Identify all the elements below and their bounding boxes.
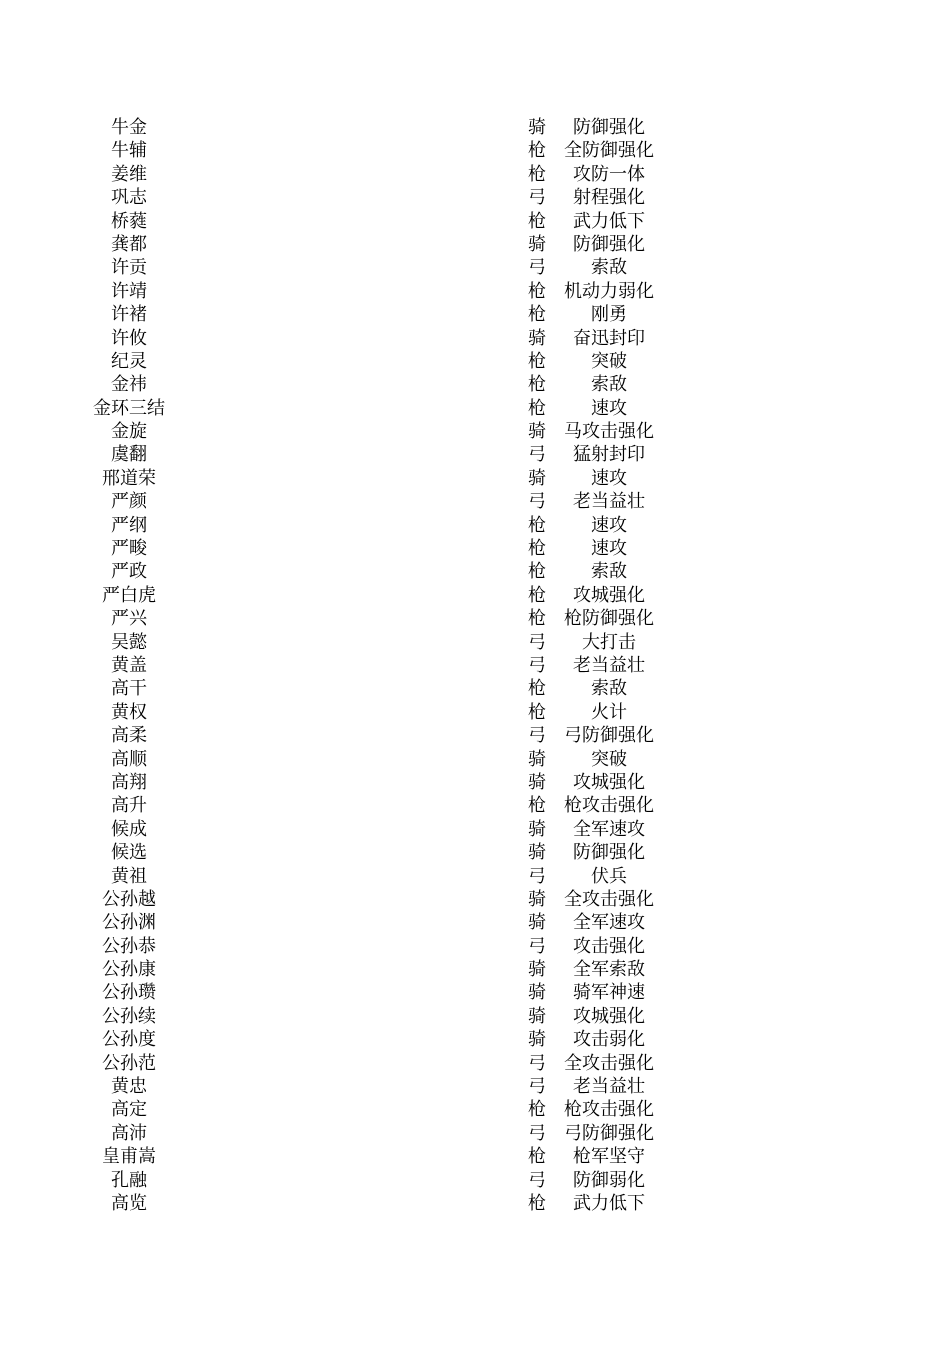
- table-row: [0, 163, 950, 186]
- table-row: [0, 701, 950, 724]
- table-row: [0, 373, 950, 396]
- general-skill-table: [0, 116, 950, 1215]
- table-row: [0, 888, 950, 911]
- unit-type-cell: 骑: [528, 842, 546, 864]
- skill-cell: 攻城强化: [573, 584, 645, 606]
- general-name-cell: 高定: [111, 1099, 147, 1121]
- skill-cell: 全防御强化: [564, 140, 654, 162]
- general-name-cell: 龚都: [111, 233, 147, 255]
- general-name-cell: 巩志: [111, 187, 147, 209]
- table-row: [0, 1075, 950, 1098]
- table-row: [0, 420, 950, 443]
- table-row: [0, 724, 950, 747]
- unit-type-cell: 弓: [528, 1169, 546, 1191]
- general-name-cell: 候选: [111, 842, 147, 864]
- unit-type-cell: 弓: [528, 444, 546, 466]
- general-name-cell: 皇甫嵩: [102, 1146, 156, 1168]
- table-row: [0, 677, 950, 700]
- skill-cell: 射程强化: [573, 187, 645, 209]
- unit-type-cell: 骑: [528, 467, 546, 489]
- unit-type-cell: 枪: [528, 584, 546, 606]
- general-name-cell: 公孙越: [102, 888, 156, 910]
- table-row: [0, 958, 950, 981]
- table-row: [0, 1169, 950, 1192]
- table-row: [0, 771, 950, 794]
- skill-cell: 刚勇: [591, 304, 627, 326]
- unit-type-cell: 骑: [528, 771, 546, 793]
- unit-type-cell: 骑: [528, 748, 546, 770]
- unit-type-cell: 枪: [528, 1099, 546, 1121]
- general-name-cell: 严政: [111, 561, 147, 583]
- table-row: [0, 818, 950, 841]
- skill-cell: 突破: [591, 748, 627, 770]
- general-name-cell: 高顺: [111, 748, 147, 770]
- unit-type-cell: 枪: [528, 140, 546, 162]
- table-row: [0, 537, 950, 560]
- skill-cell: 速攻: [591, 467, 627, 489]
- skill-cell: 伏兵: [591, 865, 627, 887]
- table-row: [0, 748, 950, 771]
- skill-cell: 索敌: [591, 374, 627, 396]
- unit-type-cell: 骑: [528, 888, 546, 910]
- unit-type-cell: 骑: [528, 327, 546, 349]
- skill-cell: 突破: [591, 350, 627, 372]
- skill-cell: 攻城强化: [573, 1005, 645, 1027]
- table-row: [0, 490, 950, 513]
- unit-type-cell: 弓: [528, 187, 546, 209]
- general-name-cell: 许褚: [111, 304, 147, 326]
- table-row: [0, 1122, 950, 1145]
- unit-type-cell: 枪: [528, 280, 546, 302]
- unit-type-cell: 骑: [528, 1005, 546, 1027]
- table-row: [0, 794, 950, 817]
- table-row: [0, 911, 950, 934]
- general-name-cell: 候成: [111, 818, 147, 840]
- general-name-cell: 黄盖: [111, 654, 147, 676]
- skill-cell: 老当益壮: [573, 491, 645, 513]
- table-row: [0, 631, 950, 654]
- general-name-cell: 严畯: [111, 538, 147, 560]
- general-name-cell: 公孙恭: [102, 935, 156, 957]
- table-row: [0, 210, 950, 233]
- general-name-cell: 桥蕤: [111, 210, 147, 232]
- general-name-cell: 邢道荣: [102, 467, 156, 489]
- general-name-cell: 牛辅: [111, 140, 147, 162]
- general-name-cell: 金祎: [111, 374, 147, 396]
- unit-type-cell: 弓: [528, 257, 546, 279]
- general-name-cell: 严颜: [111, 491, 147, 513]
- unit-type-cell: 枪: [528, 163, 546, 185]
- unit-type-cell: 枪: [528, 1192, 546, 1214]
- unit-type-cell: 弓: [528, 1076, 546, 1098]
- table-row: [0, 116, 950, 139]
- general-name-cell: 牛金: [111, 117, 147, 138]
- general-name-cell: 公孙度: [102, 1029, 156, 1051]
- skill-cell: 机动力弱化: [564, 280, 654, 302]
- skill-cell: 全军速攻: [573, 818, 645, 840]
- unit-type-cell: 枪: [528, 397, 546, 419]
- general-name-cell: 高览: [111, 1192, 147, 1214]
- table-row: [0, 256, 950, 279]
- table-row: [0, 186, 950, 209]
- table-row: [0, 1052, 950, 1075]
- skill-cell: 速攻: [591, 538, 627, 560]
- general-name-cell: 公孙康: [102, 959, 156, 981]
- unit-type-cell: 枪: [528, 561, 546, 583]
- unit-type-cell: 骑: [528, 818, 546, 840]
- general-name-cell: 高翔: [111, 771, 147, 793]
- table-row: [0, 981, 950, 1004]
- skill-cell: 攻击强化: [573, 935, 645, 957]
- skill-cell: 马攻击强化: [564, 421, 654, 443]
- table-row: [0, 1192, 950, 1215]
- table-row: [0, 560, 950, 583]
- general-name-cell: 虞翻: [111, 444, 147, 466]
- unit-type-cell: 枪: [528, 538, 546, 560]
- table-row: [0, 514, 950, 537]
- table-row: [0, 1145, 950, 1168]
- table-row: [0, 233, 950, 256]
- skill-cell: 速攻: [591, 514, 627, 536]
- table-row: [0, 654, 950, 677]
- skill-cell: 防御强化: [573, 233, 645, 255]
- general-name-cell: 黄祖: [111, 865, 147, 887]
- skill-cell: 攻击弱化: [573, 1029, 645, 1051]
- table-row: [0, 327, 950, 350]
- unit-type-cell: 骑: [528, 1029, 546, 1051]
- general-name-cell: 姜维: [111, 163, 147, 185]
- general-name-cell: 金旋: [111, 421, 147, 443]
- skill-cell: 索敌: [591, 678, 627, 700]
- general-name-cell: 黄忠: [111, 1076, 147, 1098]
- unit-type-cell: 枪: [528, 678, 546, 700]
- general-name-cell: 公孙范: [102, 1052, 156, 1074]
- general-name-cell: 金环三结: [93, 397, 165, 419]
- general-name-cell: 许靖: [111, 280, 147, 302]
- skill-cell: 速攻: [591, 397, 627, 419]
- unit-type-cell: 骑: [528, 117, 546, 138]
- unit-type-cell: 枪: [528, 795, 546, 817]
- unit-type-cell: 骑: [528, 233, 546, 255]
- unit-type-cell: 弓: [528, 865, 546, 887]
- unit-type-cell: 弓: [528, 725, 546, 747]
- skill-cell: 防御强化: [573, 117, 645, 138]
- table-row: [0, 584, 950, 607]
- general-name-cell: 公孙渊: [102, 912, 156, 934]
- general-name-cell: 吴懿: [111, 631, 147, 653]
- skill-cell: 猛射封印: [573, 444, 645, 466]
- general-name-cell: 公孙瓒: [102, 982, 156, 1004]
- skill-cell: 索敌: [591, 257, 627, 279]
- skill-cell: 攻防一体: [573, 163, 645, 185]
- skill-cell: 大打击: [582, 631, 636, 653]
- unit-type-cell: 骑: [528, 421, 546, 443]
- unit-type-cell: 骑: [528, 912, 546, 934]
- table-row: [0, 467, 950, 490]
- unit-type-cell: 枪: [528, 350, 546, 372]
- unit-type-cell: 弓: [528, 1052, 546, 1074]
- skill-cell: 全军速攻: [573, 912, 645, 934]
- table-row: [0, 303, 950, 326]
- unit-type-cell: 弓: [528, 491, 546, 513]
- general-name-cell: 高沛: [111, 1122, 147, 1144]
- skill-cell: 奋迅封印: [573, 327, 645, 349]
- general-name-cell: 纪灵: [111, 350, 147, 372]
- skill-cell: 武力低下: [573, 210, 645, 232]
- unit-type-cell: 枪: [528, 608, 546, 630]
- table-row: [0, 443, 950, 466]
- skill-cell: 枪攻击强化: [564, 795, 654, 817]
- skill-cell: 全攻击强化: [564, 1052, 654, 1074]
- skill-cell: 枪军坚守: [573, 1146, 645, 1168]
- general-name-cell: 许攸: [111, 327, 147, 349]
- general-name-cell: 公孙续: [102, 1005, 156, 1027]
- skill-cell: 全攻击强化: [564, 888, 654, 910]
- general-name-cell: 严兴: [111, 608, 147, 630]
- unit-type-cell: 枪: [528, 701, 546, 723]
- general-name-cell: 严白虎: [102, 584, 156, 606]
- general-name-cell: 高干: [111, 678, 147, 700]
- skill-cell: 武力低下: [573, 1192, 645, 1214]
- skill-cell: 枪防御强化: [564, 608, 654, 630]
- general-name-cell: 高柔: [111, 725, 147, 747]
- unit-type-cell: 枪: [528, 514, 546, 536]
- table-row: [0, 1005, 950, 1028]
- unit-type-cell: 弓: [528, 654, 546, 676]
- table-row: [0, 607, 950, 630]
- skill-cell: 老当益壮: [573, 654, 645, 676]
- skill-cell: 防御强化: [573, 842, 645, 864]
- skill-cell: 攻城强化: [573, 771, 645, 793]
- table-row: [0, 865, 950, 888]
- skill-cell: 弓防御强化: [564, 1122, 654, 1144]
- general-name-cell: 许贡: [111, 257, 147, 279]
- table-row: [0, 841, 950, 864]
- skill-cell: 索敌: [591, 561, 627, 583]
- unit-type-cell: 弓: [528, 1122, 546, 1144]
- unit-type-cell: 骑: [528, 959, 546, 981]
- general-name-cell: 高升: [111, 795, 147, 817]
- skill-cell: 火计: [591, 701, 627, 723]
- skill-cell: 骑军神速: [573, 982, 645, 1004]
- unit-type-cell: 枪: [528, 1146, 546, 1168]
- general-name-cell: 黄权: [111, 701, 147, 723]
- general-name-cell: 严纲: [111, 514, 147, 536]
- table-row: [0, 1028, 950, 1051]
- table-row: [0, 935, 950, 958]
- unit-type-cell: 枪: [528, 304, 546, 326]
- unit-type-cell: 枪: [528, 374, 546, 396]
- table-row: [0, 1098, 950, 1121]
- table-row: [0, 350, 950, 373]
- skill-cell: 全军索敌: [573, 959, 645, 981]
- skill-cell: 防御弱化: [573, 1169, 645, 1191]
- skill-cell: 老当益壮: [573, 1076, 645, 1098]
- skill-cell: 弓防御强化: [564, 725, 654, 747]
- unit-type-cell: 骑: [528, 982, 546, 1004]
- table-row: [0, 139, 950, 162]
- unit-type-cell: 弓: [528, 935, 546, 957]
- general-name-cell: 孔融: [111, 1169, 147, 1191]
- table-row: [0, 280, 950, 303]
- table-row: [0, 397, 950, 420]
- unit-type-cell: 枪: [528, 210, 546, 232]
- unit-type-cell: 弓: [528, 631, 546, 653]
- skill-cell: 枪攻击强化: [564, 1099, 654, 1121]
